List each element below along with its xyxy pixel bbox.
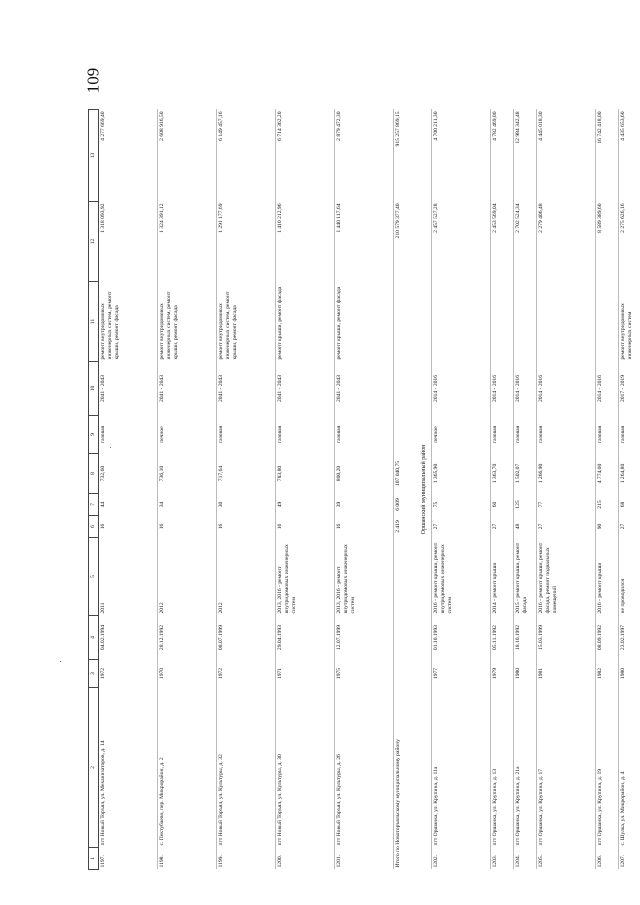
repair-period: 2014 - 2016	[513, 362, 536, 416]
build-year: 1975	[334, 660, 393, 688]
privatization-date: 28.12.1992	[157, 616, 216, 660]
row-number: 1207.	[618, 848, 640, 870]
limit: 2 879 472,30	[334, 110, 393, 202]
cost: 2 275 626,16	[618, 202, 640, 282]
heating: печное	[157, 416, 216, 454]
total-col-6: 2 419	[393, 516, 420, 538]
last-repair: 2016 - ремонт крыши, ремонт внутридомовых инженерных систем	[431, 538, 490, 616]
build-year: 1970	[157, 660, 216, 688]
col-7: 125	[513, 494, 536, 516]
address: пгт Оршанка, ул. Крупина, д. 21а	[513, 688, 536, 848]
repair-period: 2014 - 2016	[490, 362, 513, 416]
col-7: 49	[275, 494, 334, 516]
heating: газовая	[618, 416, 640, 454]
col-header: 2	[89, 688, 99, 848]
heating: газовая	[595, 416, 618, 454]
limit: 4 277 669,40	[98, 110, 157, 202]
table-row	[275, 110, 334, 870]
planned-works	[513, 282, 536, 362]
area: 783,80	[275, 454, 334, 494]
table-row	[98, 110, 157, 870]
privatization-date: 04.02.1994	[98, 616, 157, 660]
privatization-date: 18.10.1992	[513, 616, 536, 660]
build-year: 1979	[490, 660, 513, 688]
col-7: 68	[618, 494, 640, 516]
cost: 8 589 389,60	[595, 202, 618, 282]
area: 1 264,80	[618, 454, 640, 494]
col-6: 27	[618, 516, 640, 538]
repair-period: 2041 - 2043	[216, 362, 275, 416]
row-number: 1203.	[490, 848, 513, 870]
col-7: 30	[216, 494, 275, 516]
address: с. Пектубаево, пер. Микрорайон, д. 2	[157, 688, 216, 848]
table-row	[157, 110, 216, 870]
col-header: 8	[89, 454, 99, 494]
total-area: 107 040,75	[393, 454, 420, 494]
privatization-date: 12.07.1999	[334, 616, 393, 660]
table-row	[536, 110, 595, 870]
col-7: 34	[157, 494, 216, 516]
heating: газовая	[275, 416, 334, 454]
col-header: 13	[89, 110, 99, 202]
col-7: 60	[490, 494, 513, 516]
address: пгт Новый Торъял, ул. Механизаторов, д. 14	[98, 688, 157, 848]
limit: 16 742 418,00	[595, 110, 618, 202]
col-6: 90	[595, 516, 618, 538]
planned-works	[431, 282, 490, 362]
area: 1 365,90	[431, 454, 490, 494]
row-number: 1200.	[275, 848, 334, 870]
total-limit: 915 257 869,15	[393, 110, 420, 202]
repair-period: 2014 - 2016	[431, 362, 490, 416]
col-header: 6	[89, 516, 99, 538]
limit: 4 445 018,30	[536, 110, 595, 202]
page-number: 109	[83, 67, 103, 94]
planned-works	[595, 282, 618, 362]
planned-works: ремонт внутридомовых инженерных систем	[618, 282, 640, 362]
build-year: 1982	[595, 660, 618, 688]
row-number: 1205.	[536, 848, 595, 870]
scan-speck	[110, 447, 111, 448]
limit: 6 149 457,16	[216, 110, 275, 202]
col-7: 39	[334, 494, 393, 516]
col-7: 77	[536, 494, 595, 516]
col-6: 27	[490, 516, 513, 538]
address: пгт Оршанка, ул. Крупина, д. 11а	[431, 688, 490, 848]
district-heading-row	[420, 110, 432, 870]
row-number: 1201.	[334, 848, 393, 870]
col-header: 11	[89, 282, 99, 362]
last-repair: 2014 - ремонт крыши	[490, 538, 513, 616]
address: пгт Новый Торъял, ул. Культуры, д. 30	[275, 688, 334, 848]
repair-period: 2041 - 2043	[98, 362, 157, 416]
table-row	[216, 110, 275, 870]
cost: 2 702 524,34	[513, 202, 536, 282]
col-6: 27	[431, 516, 490, 538]
table-row	[513, 110, 536, 870]
col-7: 75	[431, 494, 490, 516]
planned-works: ремонт внутридомовых инженерных систем, ремонт крыши, ремонт фасада	[216, 282, 275, 362]
privatization-date: 08.09.1992	[595, 616, 618, 660]
table-row	[334, 110, 393, 870]
build-year: 1980	[513, 660, 536, 688]
col-6: 27	[536, 516, 595, 538]
area: 732,60	[98, 454, 157, 494]
area: 1 502,07	[513, 454, 536, 494]
limit: 4 435 653,60	[618, 110, 640, 202]
repair-period: 2017 - 2019	[618, 362, 640, 416]
table-row	[431, 110, 490, 870]
privatization-date: 05.11.1992	[490, 616, 513, 660]
total-row	[393, 110, 420, 870]
privatization-date: 29.04.1993	[275, 616, 334, 660]
housing-register-table	[88, 109, 640, 870]
col-6: 16	[334, 516, 393, 538]
col-6: 16	[216, 516, 275, 538]
col-header: 9	[89, 416, 99, 454]
build-year: 1972	[98, 660, 157, 688]
privatization-date: 23.02.1997	[618, 616, 640, 660]
privatization-date: 01.10.1993	[431, 616, 490, 660]
address: пгт Оршанка, ул. Крупина, д. 19	[595, 688, 618, 848]
limit: 4 700 211,30	[431, 110, 490, 202]
total-cost: 210 579 377,40	[393, 202, 420, 282]
heating: газовая	[513, 416, 536, 454]
repair-period: 2041 - 2043	[157, 362, 216, 416]
limit: 6 714 362,20	[275, 110, 334, 202]
build-year: 1971	[275, 660, 334, 688]
total-col-7: 6 009	[393, 494, 420, 516]
repair-period: 2041 - 2043	[334, 362, 393, 416]
address: пгт Оршанка, ул. Крупина, д. 13	[490, 688, 513, 848]
col-6: 16	[98, 516, 157, 538]
limit: 12 984 342,48	[513, 110, 536, 202]
table-row	[595, 110, 618, 870]
address: с. Шулка, ул. Микрорайон, д. 4	[618, 688, 640, 848]
privatization-date: 15.03.1999	[536, 616, 595, 660]
area: 800,20	[334, 454, 393, 494]
last-repair: 2012	[216, 538, 275, 616]
col-header: 12	[89, 202, 99, 282]
build-year: 1972	[216, 660, 275, 688]
last-repair: 2013, 2016 - ремонт внутридомовых инженерных систем	[275, 538, 334, 616]
col-header: 3	[89, 660, 99, 688]
planned-works: ремонт внутридомовых инженерных систем, ремонт крыши, ремонт фасада	[98, 282, 157, 362]
row-number: 1204.	[513, 848, 536, 870]
repair-period: 2041 - 2043	[275, 362, 334, 416]
cost: 1 440 117,64	[334, 202, 393, 282]
cost: 2 457 527,28	[431, 202, 490, 282]
cost: 1 291 177,69	[216, 202, 275, 282]
heating: газовая	[536, 416, 595, 454]
rotated-register-table	[88, 110, 633, 870]
planned-works	[490, 282, 513, 362]
build-year: 1980	[618, 660, 640, 688]
col-header: 5	[89, 538, 99, 616]
planned-works: ремонт крыши, ремонт фасада	[334, 282, 393, 362]
area: 1 266,90	[536, 454, 595, 494]
last-repair: 2015 - ремонт крыши, ремонт фасада	[513, 538, 536, 616]
planned-works: ремонт крыши, ремонт фасада	[275, 282, 334, 362]
last-repair: 2016 - ремонт крыши, ремонт фасада, ремонт подвальных помещений	[536, 538, 595, 616]
col-header: 4	[89, 616, 99, 660]
heating: газовая	[216, 416, 275, 454]
build-year: 1977	[431, 660, 490, 688]
row-number: 1197.	[98, 848, 157, 870]
row-number: 1198.	[157, 848, 216, 870]
col-6: 16	[157, 516, 216, 538]
heating: газовая	[334, 416, 393, 454]
last-repair: 2011	[98, 538, 157, 616]
address: пгт Новый Торъял, ул. Культуры, д. 32	[216, 688, 275, 848]
area: 717,64	[216, 454, 275, 494]
total-label: Итого по Новоторъяльскому муниципальному району	[393, 538, 420, 870]
col-header: 10	[89, 362, 99, 416]
cost: 1 324 391,12	[157, 202, 216, 282]
cost: 2 453 569,04	[490, 202, 513, 282]
limit: 2 608 916,50	[157, 110, 216, 202]
build-year: 1981	[536, 660, 595, 688]
cost: 1 318 093,92	[98, 202, 157, 282]
heating: газовая	[490, 416, 513, 454]
table-row	[490, 110, 513, 870]
col-header: 7	[89, 494, 99, 516]
heating: печное	[431, 416, 490, 454]
address: пгт Оршанка, ул. Крупина, д. 17	[536, 688, 595, 848]
last-repair: не проводился	[618, 538, 640, 616]
table-row	[618, 110, 640, 870]
last-repair: 2013, 2016 - ремонт внутридомовых инженерных систем	[334, 538, 393, 616]
row-number: 1206.	[595, 848, 618, 870]
last-repair: 2012	[157, 538, 216, 616]
col-header: 1	[89, 848, 99, 870]
last-repair: 2016 - ремонт крыши	[595, 538, 618, 616]
column-number-header	[89, 110, 99, 870]
repair-period: 2014 - 2016	[536, 362, 595, 416]
cost: 2 279 406,48	[536, 202, 595, 282]
area: 4 774,00	[595, 454, 618, 494]
privatization-date: 08.07.1999	[216, 616, 275, 660]
col-6: 48	[513, 516, 536, 538]
col-6: 16	[275, 516, 334, 538]
area: 736,10	[157, 454, 216, 494]
district-heading: Оршанский муниципальный район	[420, 444, 427, 535]
planned-works: ремонт внутридомовых инженерных систем, ремонт крыши, ремонт фасада	[157, 282, 216, 362]
row-number: 1202.	[431, 848, 490, 870]
limit: 4 782 469,00	[490, 110, 513, 202]
cost: 1 410 212,96	[275, 202, 334, 282]
col-7: 44	[98, 494, 157, 516]
heating: газовая	[98, 416, 157, 454]
area: 1 363,70	[490, 454, 513, 494]
repair-period: 2014 - 2016	[595, 362, 618, 416]
planned-works	[536, 282, 595, 362]
scan-speck	[60, 661, 61, 662]
address: пгт Новый Торъял, ул. Культуры, д. 26	[334, 688, 393, 848]
col-7: 215	[595, 494, 618, 516]
row-number: 1199.	[216, 848, 275, 870]
